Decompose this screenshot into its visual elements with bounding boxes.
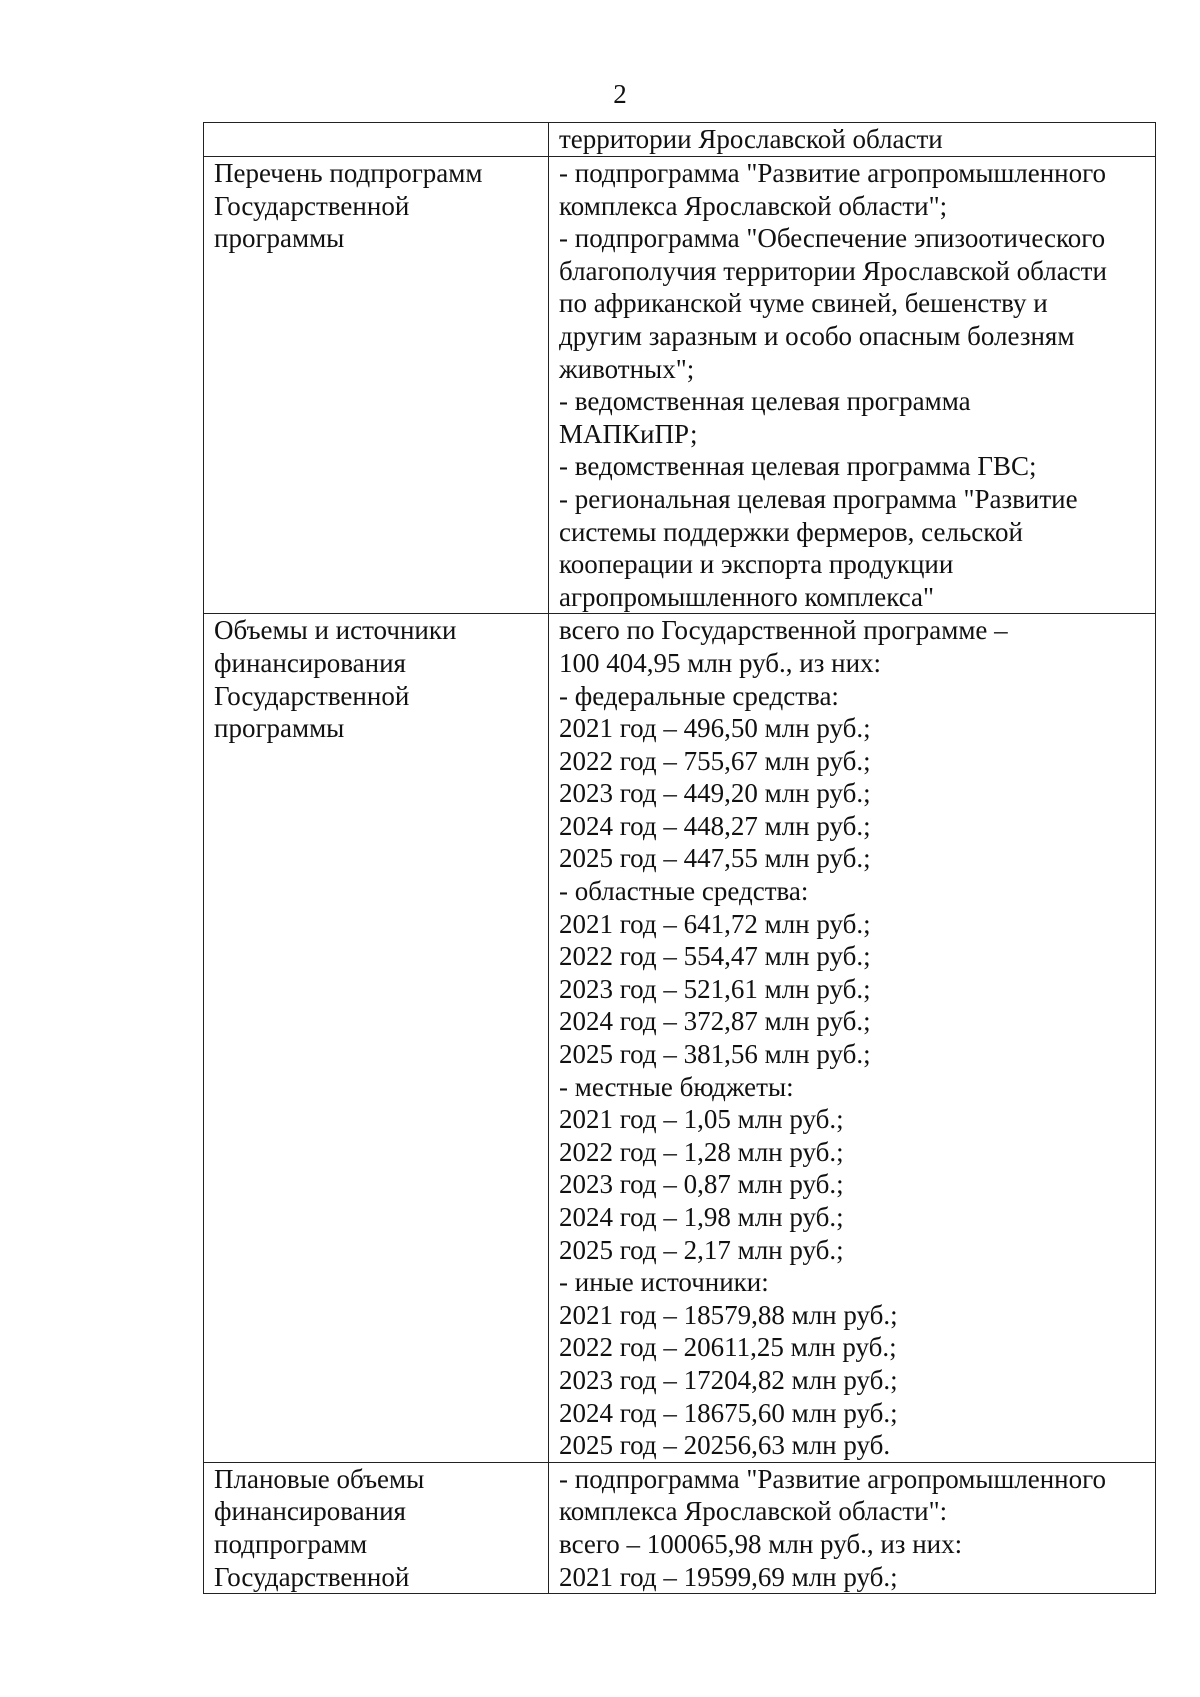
row-content-line: 2022 год – 20611,25 млн руб.; [559, 1332, 897, 1363]
row-content-line: 100 404,95 млн руб., из них: [559, 647, 882, 678]
row-content-cell [549, 614, 1156, 1462]
row-label-line: Объемы и источники [214, 615, 457, 646]
row-content-cell [549, 123, 1156, 157]
row-content-line: - местные бюджеты: [559, 1071, 794, 1102]
row-content-line: всего по Государственной программе – [559, 615, 1008, 646]
row-content-line: - региональная целевая программа "Развитие [559, 483, 1078, 514]
row-content-line: 2021 год – 496,50 млн руб.; [559, 713, 871, 744]
row-content-line: МАПКиПР; [559, 418, 698, 449]
row-content-cell [549, 1462, 1156, 1593]
row-content-line: - подпрограмма "Развитие агропромышленного [559, 158, 1107, 188]
row-content-line: 2023 год – 0,87 млн руб.; [559, 1169, 844, 1200]
row-content-line: 2025 год – 447,55 млн руб.; [559, 843, 871, 874]
row-label-cell [204, 157, 549, 614]
row-content-line: 2023 год – 521,61 млн руб.; [559, 973, 871, 1004]
row-content-line: благополучия территории Ярославской области [559, 255, 1107, 286]
row-content-line: - ведомственная целевая программа [559, 386, 971, 417]
row-content-line: 2021 год – 18579,88 млн руб.; [559, 1299, 898, 1330]
row-label-cell [204, 1462, 549, 1593]
table-row [204, 614, 1156, 1462]
row-content-line: 2025 год – 2,17 млн руб.; [559, 1234, 844, 1265]
row-content-line: 2021 год – 19599,69 млн руб.; [559, 1561, 898, 1592]
program-passport-table [203, 122, 1156, 1594]
row-content-line: 2024 год – 372,87 млн руб.; [559, 1006, 871, 1037]
page-number: 2 [613, 79, 627, 109]
row-label-line: Плановые объемы [214, 1463, 425, 1494]
row-label-line: подпрограмм [214, 1528, 368, 1559]
row-content-line: 2021 год – 1,05 млн руб.; [559, 1104, 844, 1135]
row-content-line: 2024 год – 18675,60 млн руб.; [559, 1397, 898, 1428]
table-row [204, 1462, 1156, 1593]
row-label-line: финансирования [214, 1496, 406, 1527]
row-content-cell [549, 157, 1156, 614]
table-row [204, 123, 1156, 157]
row-content-line: - подпрограмма "Развитие агропромышленного [559, 1463, 1107, 1494]
row-content-line: по африканской чуме свиней, бешенству и [559, 288, 1048, 319]
row-content-line: - ведомственная целевая программа ГВС; [559, 451, 1037, 482]
row-content-line: 2024 год – 1,98 млн руб.; [559, 1202, 844, 1232]
row-content-line: комплекса Ярославской области": [559, 1496, 948, 1527]
row-content-line: - подпрограмма "Обеспечение эпизоотического [559, 223, 1106, 254]
row-content-line: территории Ярославской области [559, 124, 943, 154]
row-label-line: программы [214, 713, 345, 744]
row-content-line: - иные источники: [559, 1267, 769, 1298]
row-label-line: программы [214, 223, 345, 254]
row-content-line: системы поддержки фермеров, сельской [559, 516, 1023, 547]
row-content-line: 2025 год – 381,56 млн руб.; [559, 1039, 871, 1070]
row-content-line: - федеральные средства: [559, 680, 839, 711]
row-content-line: 2024 год – 448,27 млн руб.; [559, 810, 871, 841]
row-label-cell [204, 123, 549, 157]
row-label-line: Государственной [214, 190, 410, 221]
row-label-line: Перечень подпрограмм [214, 158, 483, 188]
row-content-line: агропромышленного комплекса" [559, 581, 935, 612]
row-content-line: другим заразным и особо опасным болезням [559, 320, 1075, 351]
row-content-line: - областные средства: [559, 876, 809, 907]
row-content-line: комплекса Ярославской области"; [559, 190, 948, 221]
row-content-line: 2022 год – 755,67 млн руб.; [559, 745, 871, 776]
row-content-line: 2022 год – 1,28 млн руб.; [559, 1136, 844, 1167]
table-row [204, 157, 1156, 614]
row-label-line: Государственной [214, 1561, 410, 1592]
row-label-cell [204, 614, 549, 1462]
row-content-line: 2023 год – 17204,82 млн руб.; [559, 1364, 898, 1395]
row-content-line: 2025 год – 20256,63 млн руб. [559, 1430, 891, 1461]
row-label-line: Государственной [214, 680, 410, 711]
row-content-line: 2023 год – 449,20 млн руб.; [559, 778, 871, 809]
row-content-line: 2022 год – 554,47 млн руб.; [559, 941, 871, 972]
row-label-line: финансирования [214, 647, 406, 678]
row-content-line: 2021 год – 641,72 млн руб.; [559, 908, 871, 939]
row-content-line: всего – 100065,98 млн руб., из них: [559, 1528, 963, 1559]
row-content-line: животных"; [559, 353, 695, 384]
row-content-line: кооперации и экспорта продукции [559, 549, 954, 580]
